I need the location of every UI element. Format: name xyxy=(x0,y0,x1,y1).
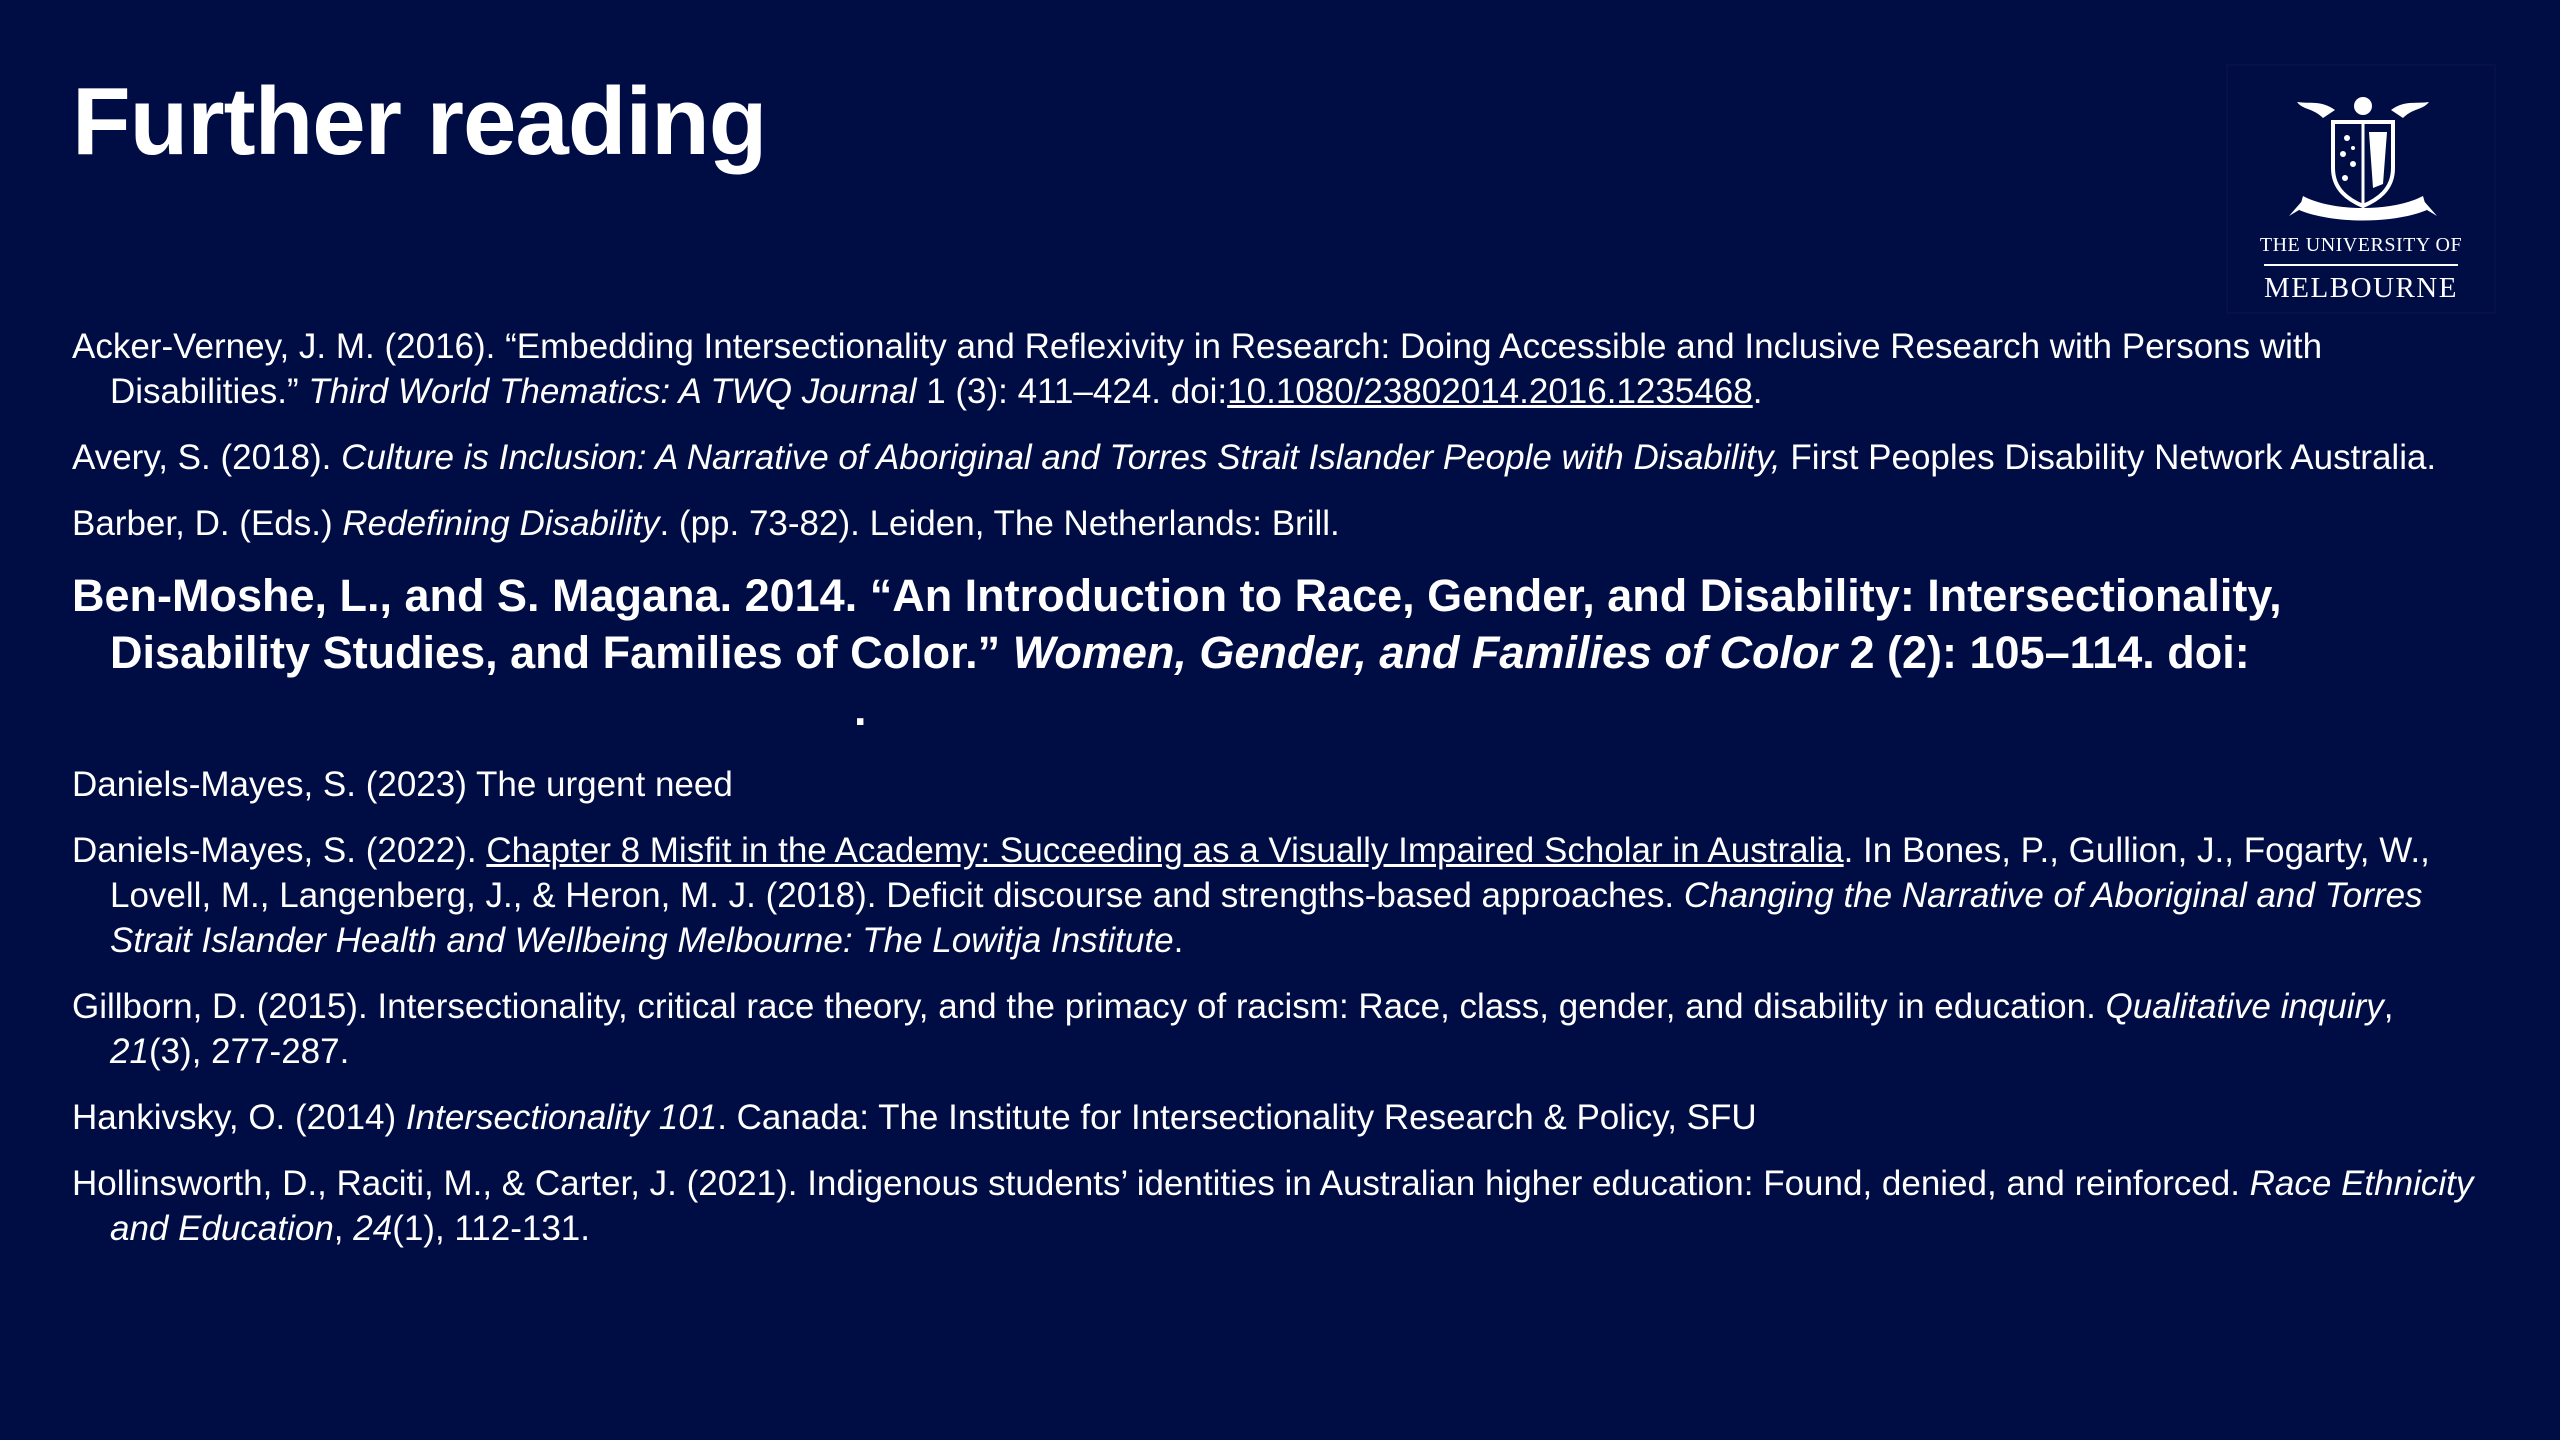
reference-list xyxy=(72,324,2492,1272)
reference-item: Acker-Verney, J. M. (2016). “Embedding Intersectionality and Reflexivity in Research: Doing Accessible and Inclusive Research with Persons with Disabilities.” Third World Thematics: A TWQ Journal 1 (3): 411–424. doi:10.1080/23802014.2016.1235468. xyxy=(72,327,2323,411)
logo-text-line2: MELBOURNE xyxy=(2264,272,2458,304)
page-title: Further reading xyxy=(72,68,767,175)
reference-item: Hollinsworth, D., Raciti, M., & Carter, J. (2021). Indigenous students’ identities in Australian higher education: Found, denied, and reinforced. Race Ethnicity and Education, 24(1), 112-131. xyxy=(72,1164,2474,1248)
reference-item: Gillborn, D. (2015). Intersectionality, critical race theory, and the primacy of racism: Race, class, gender, and disability in education. Qualitative inquiry, 21(3), 277-287. xyxy=(72,987,2394,1071)
doi-link[interactable]: 10.1080/23802014.2016.1235468 xyxy=(1227,372,1753,411)
reference-item: Avery, S. (2018). Culture is Inclusion: A Narrative of Aboriginal and Torres Strait Islander People with Disability, First Peoples Disability Network Australia. xyxy=(72,438,2437,477)
logo-divider xyxy=(2264,264,2458,266)
chapter-link[interactable]: Chapter 8 Misfit in the Academy: Succeeding as a Visually Impaired Scholar in Australia xyxy=(486,831,1844,870)
reference-item-highlighted: Ben-Moshe, L., and S. Magana. 2014. “An Introduction to Race, Gender, and Disability: Intersectionality, Disability Studies, and Families of Color.” Women, Gender, and Families of Color 2 (2): 105–114. doi: . xyxy=(72,570,2282,735)
logo-text-line1: THE UNIVERSITY OF xyxy=(2259,234,2463,256)
university-crest-icon xyxy=(2283,88,2443,228)
reference-item: Barber, D. (Eds.) Redefining Disability. (pp. 73-82). Leiden, The Netherlands: Brill. xyxy=(72,504,1340,543)
reference-item: Daniels-Mayes, S. (2022). Chapter 8 Misfit in the Academy: Succeeding as a Visually Impaired Scholar in Australia. In Bones, P., Gullion, J., Fogarty, W., Lovell, M., Langenberg, J., & Heron, M. J. (2018). Deficit discourse and strengths-based approaches. Changing the Narrative of Aboriginal and Torres Strait Islander Health and Wellbeing Melbourne: The Lowitja Institute. xyxy=(72,831,2430,960)
university-logo xyxy=(2228,66,2494,312)
reference-item: Daniels-Mayes, S. (2023) The urgent need xyxy=(72,765,733,804)
reference-item: Hankivsky, O. (2014) Intersectionality 101. Canada: The Institute for Intersectionality Research & Policy, SFU xyxy=(72,1098,1757,1137)
